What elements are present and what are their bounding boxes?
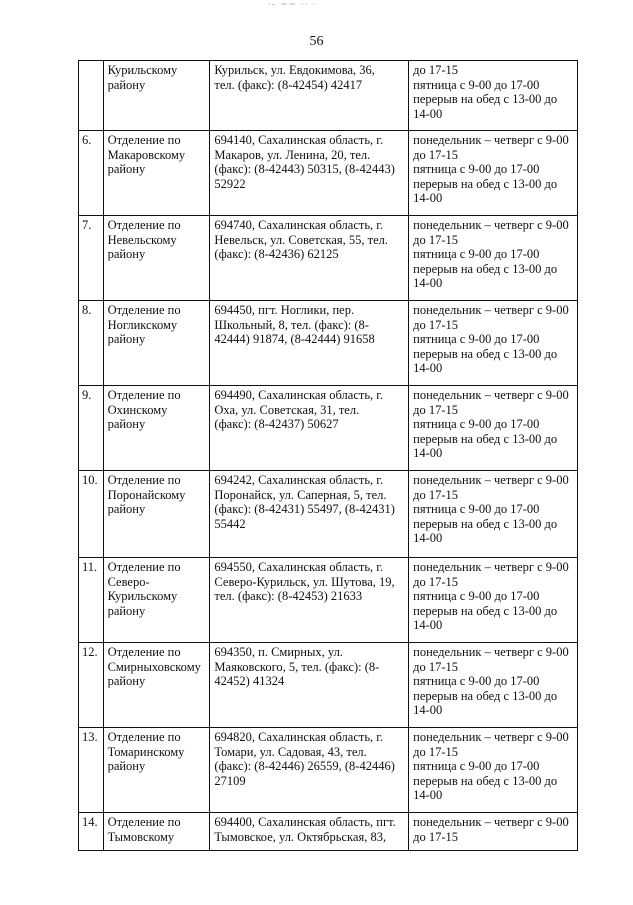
department-cell-line: району bbox=[107, 502, 146, 517]
address-cell-line: 42452) 41324 bbox=[214, 674, 285, 689]
hours-cell-line: перерыв на обед с 13-00 до bbox=[413, 346, 558, 361]
address-cell bbox=[210, 301, 409, 386]
address-cell bbox=[210, 643, 409, 728]
row-number-cell: 9. bbox=[79, 386, 104, 471]
address-cell bbox=[210, 558, 409, 643]
row-number-cell: 8. bbox=[79, 301, 104, 386]
hours-cell-line: пятница с 9-00 до 17-00 bbox=[413, 759, 540, 774]
hours-cell-line: до 17-15 bbox=[413, 147, 459, 162]
department-cell bbox=[103, 386, 210, 471]
address-cell-line: Оха, ул. Советская, 31, тел. bbox=[214, 402, 360, 417]
department-cell-line: Отделение по bbox=[107, 730, 181, 744]
hours-cell-line: 14-00 bbox=[413, 276, 443, 291]
address-cell-line: 42444) 91874, (8-42444) 91658 bbox=[214, 332, 375, 347]
hours-cell-line: понедельник – четверг с 9-00 bbox=[413, 388, 569, 402]
department-cell-line: Отделение по bbox=[107, 473, 181, 487]
address-cell-line: тел. (факс): (8-42454) 42417 bbox=[214, 77, 363, 92]
hours-cell-line: 14-00 bbox=[413, 703, 443, 718]
department-cell-line: Отделение по bbox=[107, 133, 181, 147]
department-cell-line: району bbox=[107, 247, 146, 262]
table-row bbox=[79, 131, 578, 216]
address-cell-line: Невельск, ул. Советская, 55, тел. bbox=[214, 232, 389, 247]
row-number-cell: 6. bbox=[79, 131, 104, 216]
department-cell-line: району bbox=[107, 162, 146, 177]
address-cell bbox=[210, 813, 409, 851]
hours-cell-line: понедельник – четверг с 9-00 bbox=[413, 815, 569, 829]
table-row bbox=[79, 558, 578, 643]
address-cell-line: Макаров, ул. Ленина, 20, тел. bbox=[214, 147, 371, 162]
department-cell bbox=[103, 301, 210, 386]
hours-cell-line: до 17-15 bbox=[413, 402, 459, 417]
hours-cell-line: 14-00 bbox=[413, 618, 443, 633]
row-number-cell: 12. bbox=[79, 643, 104, 728]
hours-cell-line: пятница с 9-00 до 17-00 bbox=[413, 589, 540, 604]
hours-cell bbox=[409, 728, 578, 813]
address-cell-line: 694820, Сахалинская область, г. bbox=[214, 730, 384, 744]
hours-cell-line: пятница с 9-00 до 17-00 bbox=[413, 332, 540, 347]
address-cell bbox=[210, 386, 409, 471]
hours-cell bbox=[409, 301, 578, 386]
page-number: 56 bbox=[309, 34, 324, 49]
address-cell-line: 55442 bbox=[214, 516, 246, 531]
department-cell-line: Поронайскому bbox=[107, 487, 186, 502]
hours-cell-line: перерыв на обед с 13-00 до bbox=[413, 773, 558, 788]
address-cell-line: 694490, Сахалинская область, г. bbox=[214, 388, 384, 402]
hours-cell bbox=[409, 558, 578, 643]
address-cell-line: (факс): (8-42437) 50627 bbox=[214, 417, 339, 432]
address-cell-line: Поронайск, ул. Саперная, 5, тел. bbox=[214, 487, 387, 502]
address-cell bbox=[210, 471, 409, 558]
hours-cell-line: до 17-15 bbox=[413, 317, 459, 332]
hours-cell-line: до 17-15 bbox=[413, 574, 459, 589]
department-cell-line: району bbox=[107, 77, 146, 92]
row-number-cell: 10. bbox=[79, 471, 104, 558]
address-cell-line: 694400, Сахалинская область, пгт. bbox=[214, 815, 396, 829]
hours-cell bbox=[409, 216, 578, 301]
address-cell bbox=[210, 61, 409, 131]
department-cell bbox=[103, 813, 210, 851]
table-row bbox=[79, 471, 578, 558]
table-row bbox=[79, 813, 578, 851]
address-cell-line: 694140, Сахалинская область, г. bbox=[214, 133, 384, 147]
department-cell-line: Томаринскому bbox=[107, 744, 185, 759]
address-cell-line: Курильск, ул. Евдокимова, 36, bbox=[214, 63, 375, 77]
hours-cell-line: до 17-15 bbox=[413, 744, 459, 759]
hours-cell-line: понедельник – четверг с 9-00 bbox=[413, 133, 569, 147]
hours-cell-line: 14-00 bbox=[413, 531, 443, 546]
department-cell-line: Охинскому bbox=[107, 402, 168, 417]
department-cell bbox=[103, 728, 210, 813]
hours-cell-line: понедельник – четверг с 9-00 bbox=[413, 303, 569, 317]
department-cell bbox=[103, 471, 210, 558]
department-cell-line: Отделение по bbox=[107, 645, 181, 659]
hours-cell bbox=[409, 131, 578, 216]
department-cell bbox=[103, 216, 210, 301]
address-cell-line: 27109 bbox=[214, 773, 246, 788]
hours-cell bbox=[409, 643, 578, 728]
table-row bbox=[79, 386, 578, 471]
address-cell-line: (факс): (8-42436) 62125 bbox=[214, 247, 339, 262]
hours-cell bbox=[409, 471, 578, 558]
hours-cell-line: пятница с 9-00 до 17-00 bbox=[413, 502, 540, 517]
address-cell-line: тел. (факс): (8-42453) 21633 bbox=[214, 589, 363, 604]
department-cell-line: Макаровскому bbox=[107, 147, 186, 162]
department-cell-line: району bbox=[107, 674, 146, 689]
department-cell-line: району bbox=[107, 332, 146, 347]
hours-cell-line: 14-00 bbox=[413, 191, 443, 206]
row-number-cell: 13. bbox=[79, 728, 104, 813]
hours-cell-line: понедельник – четверг с 9-00 bbox=[413, 645, 569, 659]
department-cell bbox=[103, 643, 210, 728]
address-cell bbox=[210, 131, 409, 216]
department-cell-line: Отделение по bbox=[107, 388, 181, 402]
hours-cell-line: 14-00 bbox=[413, 788, 443, 803]
address-cell-line: 694350, п. Смирных, ул. bbox=[214, 645, 343, 659]
departments-table-body bbox=[79, 61, 578, 851]
hours-cell-line: понедельник – четверг с 9-00 bbox=[413, 730, 569, 744]
address-cell-line: Северо-Курильск, ул. Шутова, 19, bbox=[214, 574, 395, 589]
hours-cell-line: пятница с 9-00 до 17-00 bbox=[413, 77, 540, 92]
department-cell-line: Отделение по bbox=[107, 218, 181, 232]
department-cell-line: Курильскому bbox=[107, 589, 178, 604]
hours-cell-line: до 17-15 bbox=[413, 63, 459, 77]
hours-cell bbox=[409, 813, 578, 851]
hours-cell-line: 14-00 bbox=[413, 106, 443, 121]
address-cell-line: Школьный, 8, тел. (факс): (8- bbox=[214, 317, 369, 332]
address-cell-line: 694550, Сахалинская область, г. bbox=[214, 560, 384, 574]
department-cell-line: Ногликскому bbox=[107, 317, 178, 332]
table-row bbox=[79, 728, 578, 813]
hours-cell-line: до 17-15 bbox=[413, 659, 459, 674]
row-number-cell: 11. bbox=[79, 558, 104, 643]
address-cell bbox=[210, 216, 409, 301]
address-cell-line: 694242, Сахалинская область, г. bbox=[214, 473, 384, 487]
address-cell bbox=[210, 728, 409, 813]
hours-cell-line: пятница с 9-00 до 17-00 bbox=[413, 247, 540, 262]
address-cell-line: (факс): (8-42443) 50315, (8-42443) bbox=[214, 162, 395, 177]
hours-cell-line: пятница с 9-00 до 17-00 bbox=[413, 674, 540, 689]
table-row bbox=[79, 216, 578, 301]
department-cell-line: району bbox=[107, 759, 146, 774]
hours-cell-line: 14-00 bbox=[413, 361, 443, 376]
table-row bbox=[79, 643, 578, 728]
department-cell-line: Курильскому bbox=[107, 63, 178, 77]
address-cell-line: Маяковского, 5, тел. (факс): (8- bbox=[214, 659, 380, 674]
department-cell-line: району bbox=[107, 417, 146, 432]
scan-mark: ·- ~~ ·· · bbox=[268, 0, 317, 10]
address-cell-line: 694450, пгт. Ноглики, пер. bbox=[214, 303, 355, 317]
department-cell-line: Невельскому bbox=[107, 232, 177, 247]
hours-cell-line: понедельник – четверг с 9-00 bbox=[413, 560, 569, 574]
department-cell-line: Отделение по bbox=[107, 303, 181, 317]
hours-cell-line: перерыв на обед с 13-00 до bbox=[413, 92, 558, 107]
department-cell-line: району bbox=[107, 603, 146, 618]
address-cell-line: (факс): (8-42431) 55497, (8-42431) bbox=[214, 502, 395, 517]
hours-cell-line: перерыв на обед с 13-00 до bbox=[413, 431, 558, 446]
department-cell-line: Отделение по bbox=[107, 560, 181, 574]
hours-cell-line: 14-00 bbox=[413, 446, 443, 461]
table-row bbox=[79, 301, 578, 386]
hours-cell-line: пятница с 9-00 до 17-00 bbox=[413, 417, 540, 432]
address-cell-line: 694740, Сахалинская область, г. bbox=[214, 218, 384, 232]
hours-cell bbox=[409, 61, 578, 131]
department-cell-line: Смирныховскому bbox=[107, 659, 201, 674]
department-cell bbox=[103, 558, 210, 643]
row-number-cell: 14. bbox=[79, 813, 104, 851]
hours-cell bbox=[409, 386, 578, 471]
hours-cell-line: до 17-15 bbox=[413, 829, 459, 844]
address-cell-line: Тымовское, ул. Октябрьская, 83, bbox=[214, 829, 387, 844]
table-row bbox=[79, 61, 578, 131]
hours-cell-line: до 17-15 bbox=[413, 487, 459, 502]
department-cell-line: Тымовскому bbox=[107, 829, 175, 844]
department-cell bbox=[103, 61, 210, 131]
hours-cell-line: перерыв на обед с 13-00 до bbox=[413, 688, 558, 703]
address-cell-line: (факс): (8-42446) 26559, (8-42446) bbox=[214, 759, 395, 774]
hours-cell-line: пятница с 9-00 до 17-00 bbox=[413, 162, 540, 177]
row-number-cell: 7. bbox=[79, 216, 104, 301]
hours-cell-line: до 17-15 bbox=[413, 232, 459, 247]
hours-cell-line: понедельник – четверг с 9-00 bbox=[413, 218, 569, 232]
hours-cell-line: понедельник – четверг с 9-00 bbox=[413, 473, 569, 487]
row-number-cell bbox=[79, 61, 104, 131]
departments-table bbox=[78, 60, 578, 851]
hours-cell-line: перерыв на обед с 13-00 до bbox=[413, 516, 558, 531]
hours-cell-line: перерыв на обед с 13-00 до bbox=[413, 603, 558, 618]
hours-cell-line: перерыв на обед с 13-00 до bbox=[413, 261, 558, 276]
department-cell-line: Северо- bbox=[107, 574, 150, 589]
department-cell bbox=[103, 131, 210, 216]
address-cell-line: Томари, ул. Садовая, 43, тел. bbox=[214, 744, 367, 759]
address-cell-line: 52922 bbox=[214, 176, 246, 191]
department-cell-line: Отделение по bbox=[107, 815, 181, 829]
hours-cell-line: перерыв на обед с 13-00 до bbox=[413, 176, 558, 191]
